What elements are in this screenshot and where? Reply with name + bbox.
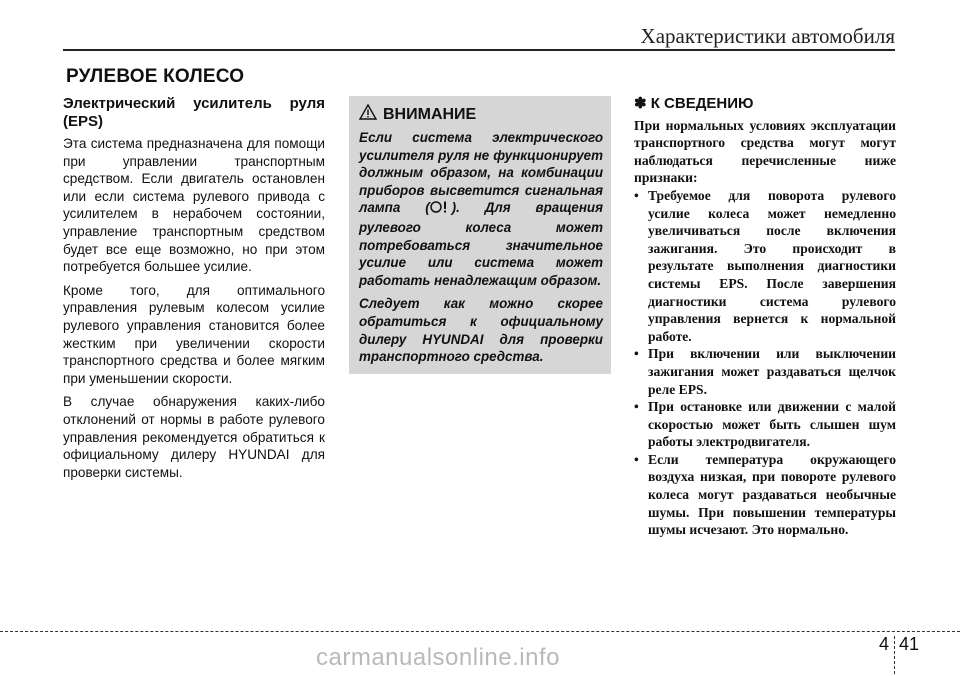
right-column [634,95,896,539]
warning-header [359,104,603,125]
warning-inner [349,96,611,366]
page-number: 41 [899,634,920,654]
warning-triangle-icon [359,104,377,125]
info-heading: ✽ К СВЕДЕНИЮ [634,95,754,112]
list-item: • Если температура окружающего воздуха низкая, при повороте рулевого колеса могут раздаваться необычные шумы. При повышении температуры шумы исчезают. Это нормально. [634,451,896,539]
left-column [63,95,325,487]
info-intro: При нормальных условиях эксплуатации транспортного средства могут могут наблюдаться перечисленные ниже признаки: [634,117,896,186]
footer-rule [0,631,960,632]
left-paragraph-2: Кроме того, для оптимального управления рулевым колесом усилие рулевого управления становится более жестким при увеличении скорости транспортного средства и более мягким при уменьшении скорости. [63,282,325,386]
watermark: carmanualsonline.info [316,644,560,671]
page-divider [894,636,895,674]
warning-body [359,129,603,366]
info-list [634,187,896,539]
warning-text-after-icon: ). Для вращения рулевого колеса может потребоваться значительное усилие или система может работать ненадлежащим образом. [359,200,603,288]
chapter-number: 4 [879,634,890,654]
header-rule [63,49,895,51]
warning-paragraph-2: Следует как можно скорее обратиться к официальному дилеру HYUNDAI для проверки транспортного средства. [359,296,603,365]
left-paragraph-1: Эта система предназначена для помощи при управлении транспортным средством. Если двигатель остановлен или если система рулевого привода с усилителем в нерабочем состоянии, управление транспортным средством будет все еще возможно, но при этом потребуется большее усилие. [63,136,325,275]
warning-text-before-icon: Если система электрического усилителя руля не функционирует должным образом, на комбинации приборов высветится сигнальная лампа ( [359,130,603,216]
list-item: • При включении или выключении зажигания может раздаваться щелчок реле EPS. [634,345,896,398]
eps-heading: Электрический усилитель руля (EPS) [63,95,325,130]
steering-warning-lamp-icon [430,200,452,219]
warning-title: ВНИМАНИЕ [383,105,477,123]
warning-box [349,96,611,374]
info-body [634,117,896,539]
list-item: • При остановке или движении с малой скоростью может быть слышен шум работы электродвигателя. [634,398,896,451]
list-item: • Требуемое для поворота рулевого усилие колеса может немедленно увеличиваться после включения зажигания. Это происходит в результате выполнения диагностики системы EPS. После завершения диагностики система рулевого управления вернется к нормальной работе. [634,187,896,345]
left-paragraph-3: В случае обнаружения каких-либо отклонений от нормы в работе рулевого управления рекомендуется обратиться к официальному дилеру HYUNDAI для проверки системы. [63,394,325,480]
section-title: РУЛЕВОЕ КОЛЕСО [66,66,245,87]
warning-paragraph-1 [359,129,603,289]
header-title: Характеристики автомобиля [640,24,895,48]
